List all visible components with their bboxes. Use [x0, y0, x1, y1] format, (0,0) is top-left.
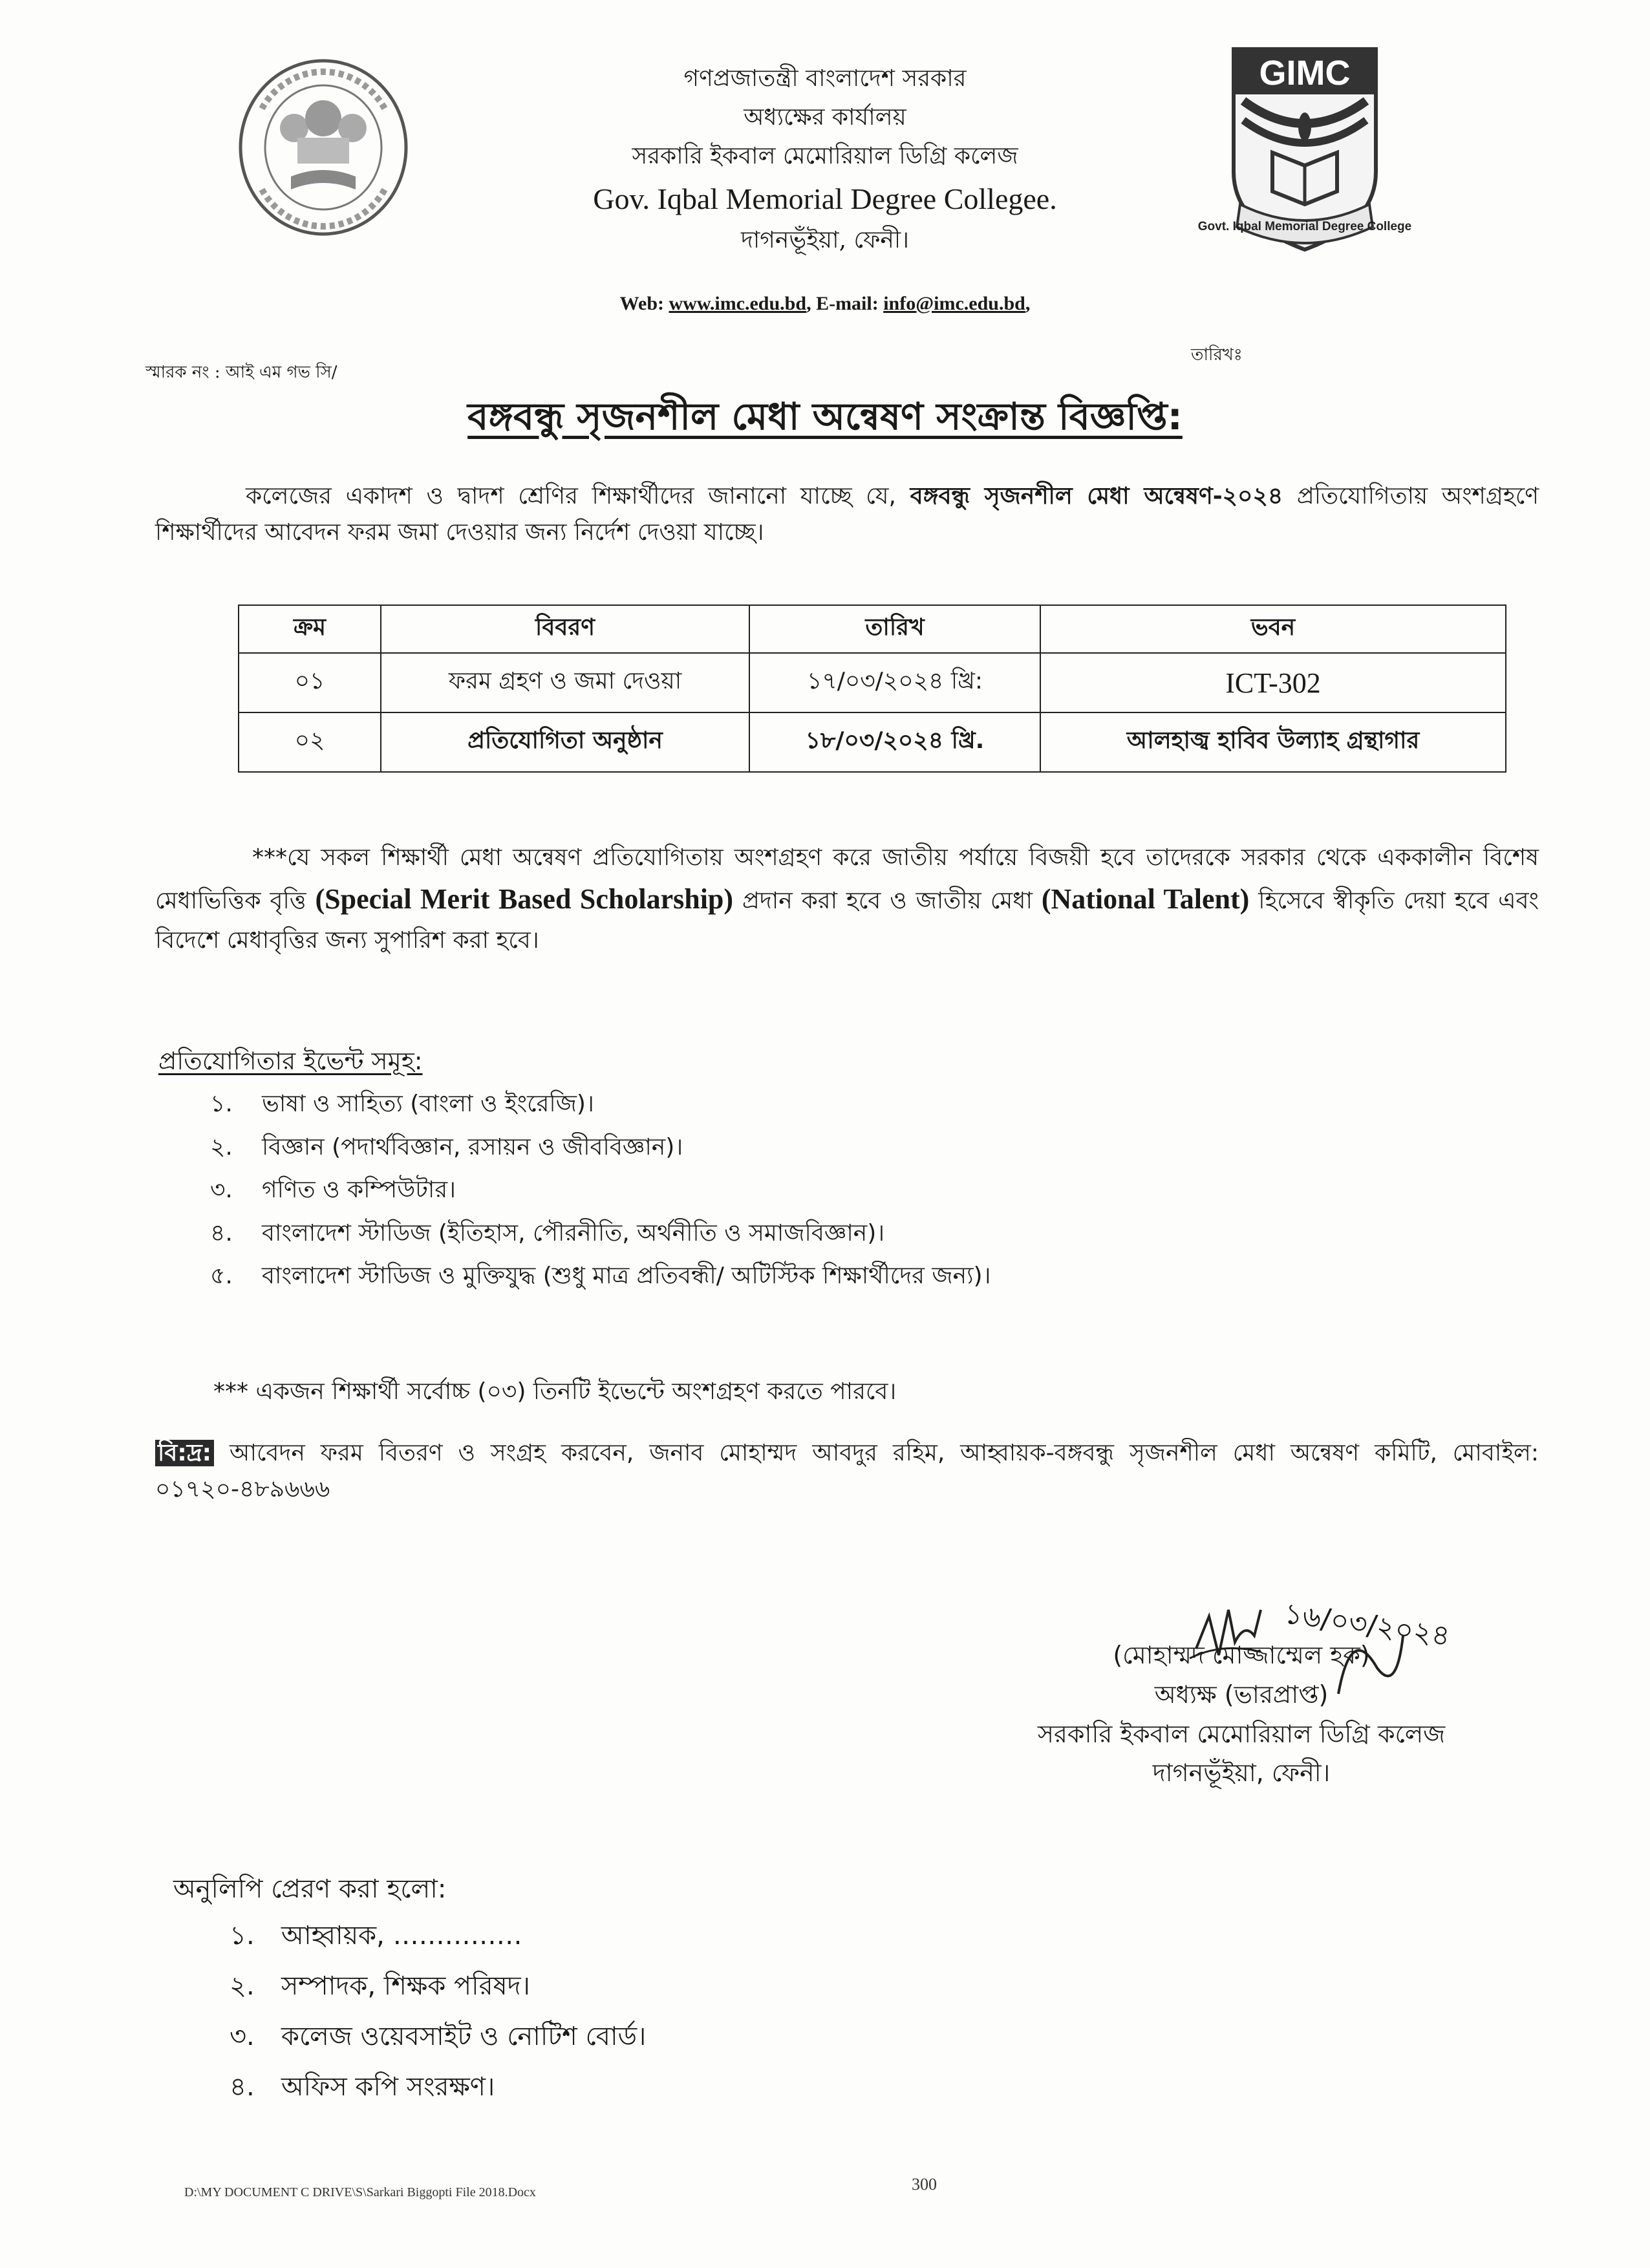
- copies-list: [230, 1910, 646, 2112]
- col-serial-header: ক্রম: [239, 605, 381, 653]
- file-path-footer: D:\MY DOCUMENT C DRIVE\S\Sarkari Biggopti File 2018.Docx: [184, 2185, 536, 2199]
- list-item: ৩. কলেজ ওয়েবসাইট ও নোটিশ বোর্ড।: [230, 2022, 647, 2051]
- signature-block: [944, 1636, 1539, 1793]
- signatory-name: (মোহাম্মদ মোজ্জাম্মেল হক): [1113, 1641, 1370, 1669]
- row-venue: ICT-302: [1040, 653, 1506, 712]
- page-number: 300: [912, 2175, 937, 2194]
- memo-number: স্মারক নং : আই এম গভ সি/: [145, 363, 338, 382]
- handwritten-date: ১৬/০৩/২০২৪: [1282, 1597, 1453, 1653]
- college-name-bn: সরকারি ইকবাল মেমোরিয়াল ডিগ্রি কলেজ: [632, 143, 1018, 169]
- row-description: ফরম গ্রহণ ও জমা দেওয়া: [381, 653, 749, 712]
- table-header-row: [239, 605, 1506, 653]
- list-item: ৫. বাংলাদেশ স্টাডিজ ও মুক্তিযুদ্ধ (শুধু মাত্র প্রতিবন্ধী/ অটিস্টিক শিক্ষার্থীদের জন্য)।: [210, 1263, 991, 1290]
- row-date: ১৭/০৩/২০২৪ খ্রি:: [749, 653, 1040, 712]
- signatory-college: সরকারি ইকবাল মেমোরিয়াল ডিগ্রি কলেজ: [1037, 1719, 1446, 1748]
- col-date-header: তারিখ: [749, 605, 1040, 653]
- row-description: প্রতিযোগিতা অনুষ্ঠান: [381, 712, 749, 772]
- list-item: ৩. গণিত ও কম্পিউটার।: [210, 1177, 456, 1204]
- schedule-table: [238, 604, 1506, 773]
- website-link[interactable]: www.imc.edu.bd: [669, 293, 807, 314]
- row-venue: আলহাজ্ব হাবিব উল্যাহ গ্রন্থাগার: [1040, 712, 1506, 772]
- list-item: ৪. অফিস কপি সংরক্ষণ।: [230, 2072, 495, 2102]
- event-limit-note: *** একজন শিক্ষার্থী সর্বোচ্চ (০৩) তিনটি ইভেন্টে অংশগ্রহণ করতে পারবে।: [213, 1378, 897, 1405]
- row-date: ১৮/০৩/২০২৪ খ্রি.: [749, 712, 1040, 772]
- intro-paragraph: কলেজের একাদশ ও দ্বাদশ শ্রেণির শিক্ষার্থীদের জানানো যাচ্ছে যে, বঙ্গবন্ধু সৃজনশীল মেধা অন্বেষণ-২০২৪ প্রতিযোগিতায় অংশগ্রহণে শিক্ষার্থীদের আবেদন ফরম জমা দেওয়ার জন্য নির্দেশ দেওয়া যাচ্ছে।: [155, 483, 1539, 546]
- list-item: ২. সম্পাদক, শিক্ষক পরিষদ।: [230, 1971, 530, 2001]
- list-item: ১. ভাষা ও সাহিত্য (বাংলা ও ইংরেজি)।: [210, 1091, 594, 1117]
- col-description-header: বিবরণ: [381, 605, 749, 653]
- college-location: দাগনভূঁইয়া, ফেনী।: [740, 227, 910, 253]
- signatory-designation: অধ্যক্ষ (ভারপ্রাপ্ত): [1154, 1680, 1329, 1709]
- notice-title: বঙ্গবন্ধু সৃজনশীল মেধা অন্বেষণ সংক্রান্ত বিজ্ঞপ্তি:: [467, 394, 1183, 438]
- list-item: ২. বিজ্ঞান (পদার্থবিজ্ঞান, রসায়ন ও জীববিজ্ঞান)।: [210, 1133, 683, 1161]
- row-serial: ০১: [239, 653, 381, 712]
- copies-heading: অনুলিপি প্রেরণ করা হলো:: [173, 1874, 447, 1904]
- list-item: ১. আহ্বায়ক, ……………: [230, 1921, 522, 1951]
- list-item: ৪. বাংলাদেশ স্টাডিজ (ইতিহাস, পৌরনীতি, অর্থনীতি ও সমাজবিজ্ঞান)।: [210, 1219, 885, 1246]
- gimc-logo-text: GIMC: [1259, 54, 1351, 92]
- events-heading: প্রতিযোগিতার ইভেন্ট সমূহ:: [158, 1047, 423, 1075]
- merit-paragraph: ***যে সকল শিক্ষার্থী মেধা অন্বেষণ প্রতিযোগিতায় অংশগ্রহণ করে জাতীয় পর্যায়ে বিজয়ী হবে তাদেরকে সরকার থেকে এককালীন বিশেষ মেধাভিত্তিক বৃত্তি (Special Merit Based Scholarship) প্রদান করা হবে ও জাতীয় মেধা (National Talent) হিসেবে স্বীকৃতি দেয়া হবে এবং বিদেশে মেধাবৃত্তির জন্য সুপারিশ করা হবে।: [155, 844, 1539, 954]
- note-label: বি:দ্র:: [155, 1440, 214, 1466]
- special-note: বি:দ্র: আবেদন ফরম বিতরণ ও সংগ্রহ করবেন, জনাব মোহাম্মদ আবদুর রহিম, আহ্বায়ক-বঙ্গবন্ধু সৃজনশীল মেধা অন্বেষণ কমিটি, মোবাইল: ০১৭২০-৪৮৯৬৬৬: [155, 1440, 1539, 1503]
- date-label: তারিখঃ: [1191, 345, 1243, 365]
- table-row: [239, 712, 1506, 772]
- office-name: অধ্যক্ষের কার্যালয়: [744, 104, 906, 131]
- college-name-en: Gov. Iqbal Memorial Degree Collegee.: [593, 182, 1057, 215]
- signatory-place: দাগনভূঁইয়া, ফেনী।: [1152, 1759, 1331, 1788]
- gimc-ribbon-text: Govt. Iqbal Memorial Degree College: [1197, 220, 1412, 233]
- contact-line: Web: www.imc.edu.bd, E-mail: info@imc.edu.bd,: [619, 293, 1031, 314]
- govt-name: গণপ্রজাতন্ত্রী বাংলাদেশ সরকার: [683, 65, 967, 92]
- events-list: [210, 1083, 991, 1298]
- email-link[interactable]: info@imc.edu.bd: [883, 293, 1025, 314]
- table-row: [239, 653, 1506, 712]
- row-serial: ০২: [239, 712, 381, 772]
- col-venue-header: ভবন: [1040, 605, 1506, 653]
